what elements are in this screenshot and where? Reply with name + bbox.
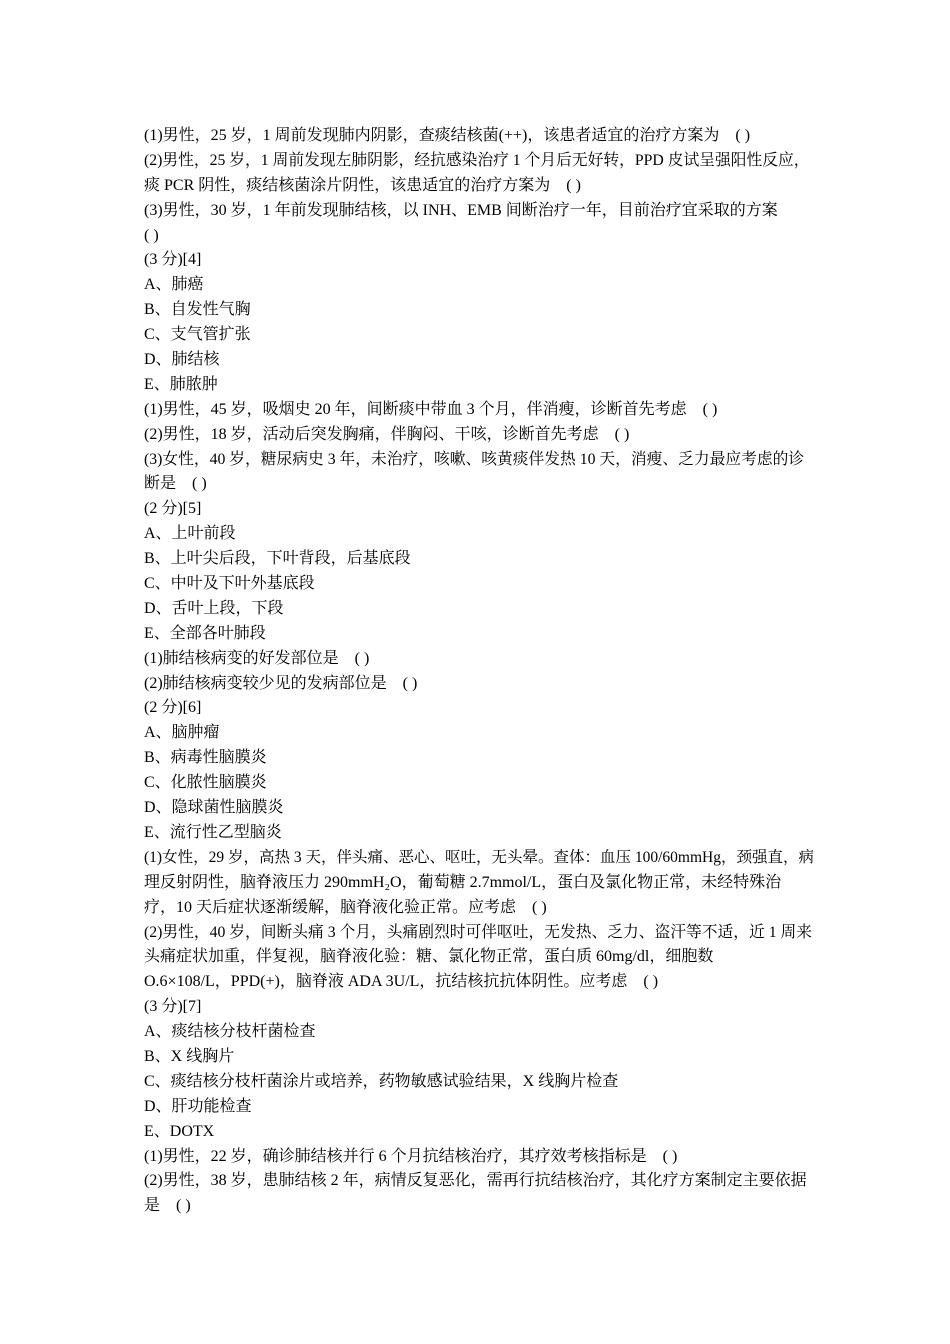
option-b: B、上叶尖后段，下叶背段，后基底段 [144,550,411,568]
option-a: A、肺癌 [144,276,204,294]
document-page [144,124,814,1219]
text-line: (2)男性，38 岁，患肺结核 2 年，病情反复恶化，需再行抗结核治疗，其化疗方案制定主要依据 [144,1172,807,1190]
option-e: E、流行性乙型脑炎 [144,823,282,841]
option-b: B、病毒性脑膜炎 [144,749,267,767]
text-line: 理反射阴性，脑脊液压力 290mmH₂O，葡萄糖 2.7mmol/L，蛋白及氯化物正常，未经特殊治 [144,873,782,891]
text-line: (1)男性，22 岁，确诊肺结核并行 6 个月抗结核治疗，其疗效考核指标是 ( ) [144,1147,678,1165]
text-line: 头痛症状加重，伴复视，脑脊液化验：糖、氯化物正常，蛋白质 60mg/dl，细胞数 [144,948,714,966]
text-line: 断是 ( ) [144,475,207,493]
text-line: (1)男性，45 岁，吸烟史 20 年，间断痰中带血 3 个月，伴消瘦，诊断首先考虑 ( ) [144,400,718,418]
option-b: B、自发性气胸 [144,301,251,319]
option-a: A、脑肿瘤 [144,724,220,742]
text-line: (2)男性，40 岁，间断头痛 3 个月，头痛剧烈时可伴呕吐，无发热、乏力、盗汗等不适，近 1 周来 [144,923,813,941]
option-b: B、X 线胸片 [144,1047,235,1065]
text-line: (1)女性，29 岁，高热 3 天，伴头痛、恶心、呕吐，无头晕。查体：血压 100/60mmHg，颈强直，病 [144,848,814,866]
section-score: (2 分)[6] [144,699,202,717]
text-line: (2)男性，25 岁，1 周前发现左肺阴影，经抗感染治疗 1 个月后无好转，PPD 皮试呈强阳性反应， [144,151,810,169]
text-line: (3)女性，40 岁，糖尿病史 3 年，未治疗，咳嗽、咳黄痰伴发热 10 天，消瘦、乏力最应考虑的诊 [144,450,805,468]
option-d: D、舌叶上段，下段 [144,599,284,617]
text-line: (3)男性，30 岁，1 年前发现肺结核，以 INH、EMB 间断治疗一年，目前治疗宜采取的方案 [144,201,778,219]
text-line: (2)肺结核病变较少见的发病部位是 ( ) [144,674,418,692]
text-line: 是 ( ) [144,1197,191,1215]
option-e: E、肺脓肿 [144,375,218,393]
section-score: (3 分)[4] [144,251,202,269]
option-a: A、痰结核分枝杆菌检查 [144,1023,316,1041]
text-line: 痰 PCR 阴性，痰结核菌涂片阴性，该患适宜的治疗方案为 ( ) [144,176,581,194]
option-c: C、化脓性脑膜炎 [144,774,267,792]
option-c: C、痰结核分枝杆菌涂片或培养，药物敏感试验结果，X 线胸片检查 [144,1072,619,1090]
text-line: (1)男性，25 岁，1 周前发现肺内阴影，查痰结核菌(++)，该患者适宜的治疗方案为 ( ) [144,127,751,144]
section-score: (2 分)[5] [144,500,202,518]
option-e: E、DOTX [144,1122,215,1140]
option-e: E、全部各叶肺段 [144,624,266,642]
option-c: C、中叶及下叶外基底段 [144,575,315,593]
text-line: 疗，10 天后症状逐渐缓解，脑脊液化验正常。应考虑 ( ) [144,898,547,916]
option-a: A、上叶前段 [144,525,236,543]
option-d: D、隐球菌性脑膜炎 [144,799,284,817]
option-c: C、支气管扩张 [144,326,251,344]
text-line: O.6×108/L，PPD(+)，脑脊液 ADA 3U/L，抗结核抗抗体阴性。应考虑 ( ) [144,973,659,991]
text-line: (1)肺结核病变的好发部位是 ( ) [144,649,370,667]
option-d: D、肝功能检查 [144,1097,252,1115]
option-d: D、肺结核 [144,351,220,369]
text-line: ( ) [144,226,159,244]
text-line: (2)男性，18 岁，活动后突发胸痛，伴胸闷、干咳，诊断首先考虑 ( ) [144,425,630,443]
section-score: (3 分)[7] [144,998,202,1016]
